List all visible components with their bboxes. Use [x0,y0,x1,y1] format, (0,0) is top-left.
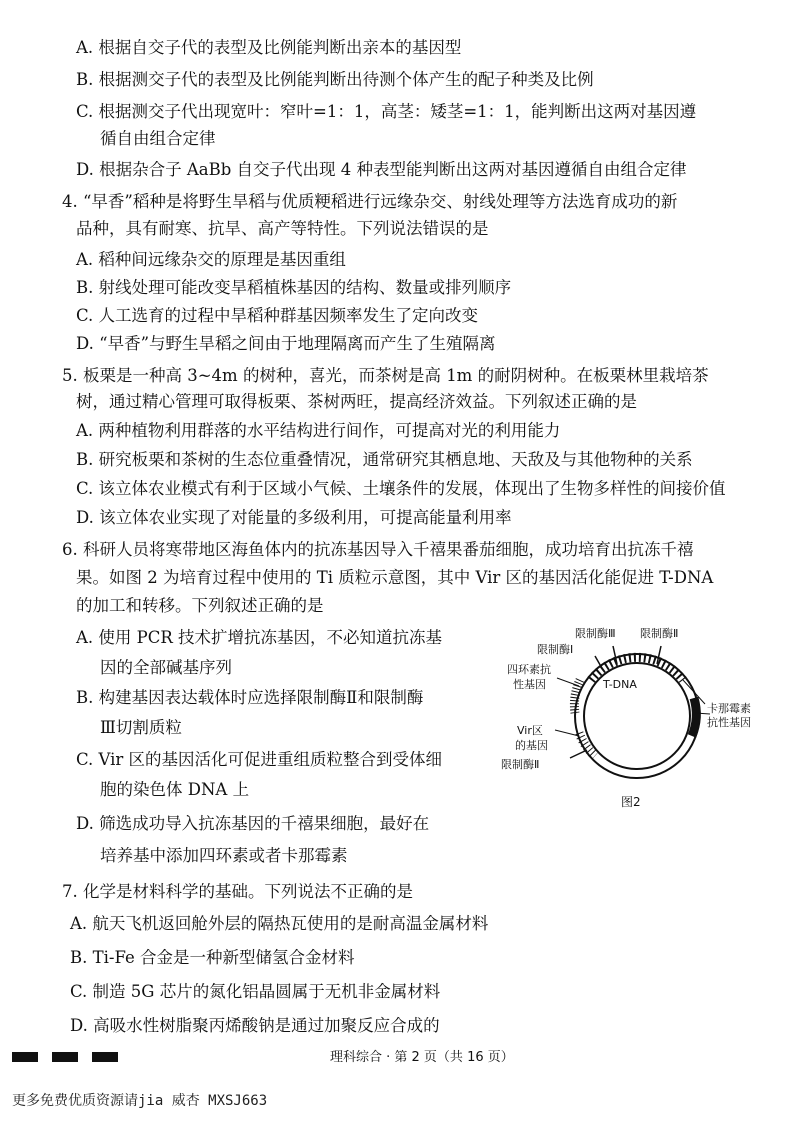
q5-option-b: B. 研究板栗和茶树的生态位重叠情况，通常研究其栖息地、天敌及与其他物种的关系 [76,450,693,469]
q6-option-c-line2: 胞的染色体 DNA 上 [100,780,250,799]
q3-option-d: D. 根据杂合子 AaBb 自交子代出现 4 种表型能判断出这两对基因遵循自由组合定律 [76,160,687,179]
tdna-segment [591,657,683,680]
q3-option-c-line2: 循自由组合定律 [100,129,216,148]
q7-option-a: A. 航天飞机返回舱外层的隔热瓦使用的是耐高温金属材料 [70,914,489,933]
label-enzyme2-top: 限制酶Ⅱ [640,627,679,640]
plasmid-outer-ring [575,654,699,778]
figure-caption: 图2 [621,795,641,809]
label-tet-line1: 四环素抗 [507,663,551,676]
enzyme2-bottom-site [570,750,587,758]
q5-stem-line1: 5. 板栗是一种高 3~4m 的树种，喜光，而茶树是高 1m 的耐阴树种。在板栗林里栽培茶 [62,366,709,385]
q6-option-a-line2: 因的全部碱基序列 [100,658,232,677]
q4-option-b: B. 射线处理可能改变旱稻植株基因的结构、数量或排列顺序 [76,278,512,297]
label-tdna: T-DNA [603,678,637,691]
q3-option-a: A. 根据自交子代的表型及比例能判断出亲本的基因型 [76,38,462,57]
q4-stem-line2: 品种，具有耐寒、抗旱、高产等特性。下列说法错误的是 [76,219,489,238]
q7-option-b: B. Ti-Fe 合金是一种新型储氢合金材料 [70,948,355,967]
ti-plasmid-diagram [495,618,785,818]
footer-bar-1 [12,1052,38,1062]
q7-option-c: C. 制造 5G 芯片的氮化铝晶圆属于无机非金属材料 [70,982,441,1001]
q3-option-b: B. 根据测交子代的表型及比例能判断出待测个体产生的配子种类及比例 [76,70,594,89]
q7-option-d: D. 高吸水性树脂聚丙烯酸钠是通过加聚反应合成的 [70,1016,440,1035]
watermark-text: 更多免费优质资源请jia 威杏 MXSJ663 [12,1093,268,1109]
q6-option-b-line1: B. 构建基因表达载体时应选择限制酶Ⅱ和限制酶 [76,688,424,707]
q5-stem-line2: 树，通过精心管理可取得板栗、茶树两旺，提高经济效益。下列叙述正确的是 [76,392,637,411]
ti-plasmid-figure [495,618,785,818]
q4-stem-line1: 4. “早香”稻种是将野生旱稻与优质粳稻进行远缘杂交、射线处理等方法选育成功的新 [62,192,678,211]
vir-leader [555,730,579,736]
label-vir-line1: Vir区 [517,724,543,737]
footer-bar-3 [92,1052,118,1062]
q6-stem-line3: 的加工和转移。下列叙述正确的是 [76,596,324,615]
q6-stem-line1: 6. 科研人员将寒带地区海鱼体内的抗冻基因导入千禧果番茄细胞，成功培育出抗冻千禧 [62,540,694,559]
label-kan-line1: 卡那霉素 [707,702,751,715]
q5-option-d: D. 该立体农业实现了对能量的多级利用，可提高能量利用率 [76,508,512,527]
q6-option-b-line2: Ⅲ切割质粒 [100,718,182,737]
q6-stem-line2: 果。如图 2 为培育过程中使用的 Ti 质粒示意图，其中 Vir 区的基因活化能促进 T-DNA [76,568,714,587]
q5-option-c: C. 该立体农业模式有利于区域小气候、土壤条件的发展，体现出了生物多样性的间接价值 [76,479,726,498]
kanamycin-gene-segment [692,698,696,736]
q6-option-c-line1: C. Vir 区的基因活化可促进重组质粒整合到受体细 [76,750,443,769]
q6-option-d-line1: D. 筛选成功导入抗冻基因的千禧果细胞，最好在 [76,814,430,833]
q6-option-a-line1: A. 使用 PCR 技术扩增抗冻基因，不必知道抗冻基 [76,628,443,647]
q4-option-a: A. 稻种间远缘杂交的原理是基因重组 [76,250,346,269]
q7-stem: 7. 化学是材料科学的基础。下列说法不正确的是 [62,882,413,901]
footer-bar-2 [52,1052,78,1062]
label-enzyme2-bottom: 限制酶Ⅱ [501,758,540,771]
q5-option-a: A. 两种植物利用群落的水平结构进行间作，可提高对光的利用能力 [76,421,561,440]
page-number: 理科综合 · 第 2 页（共 16 页） [330,1050,514,1065]
label-enzyme1: 限制酶Ⅰ [537,643,574,656]
q6-option-d-line2: 培养基中添加四环素或者卡那霉素 [100,846,348,865]
plasmid-inner-ring [584,663,690,769]
label-kan-line2: 抗性基因 [707,716,751,729]
label-enzyme3: 限制酶Ⅲ [575,627,616,640]
label-tet-line2: 性基因 [513,678,546,691]
label-vir-line2: 的基因 [515,739,548,752]
q4-option-c: C. 人工选育的过程中旱稻种群基因频率发生了定向改变 [76,306,479,325]
q4-option-d: D. “早香”与野生旱稻之间由于地理隔离而产生了生殖隔离 [76,334,496,353]
q3-option-c-line1: C. 根据测交子代出现宽叶：窄叶=1：1，高茎：矮茎=1：1，能判断出这两对基因遵 [76,102,697,121]
